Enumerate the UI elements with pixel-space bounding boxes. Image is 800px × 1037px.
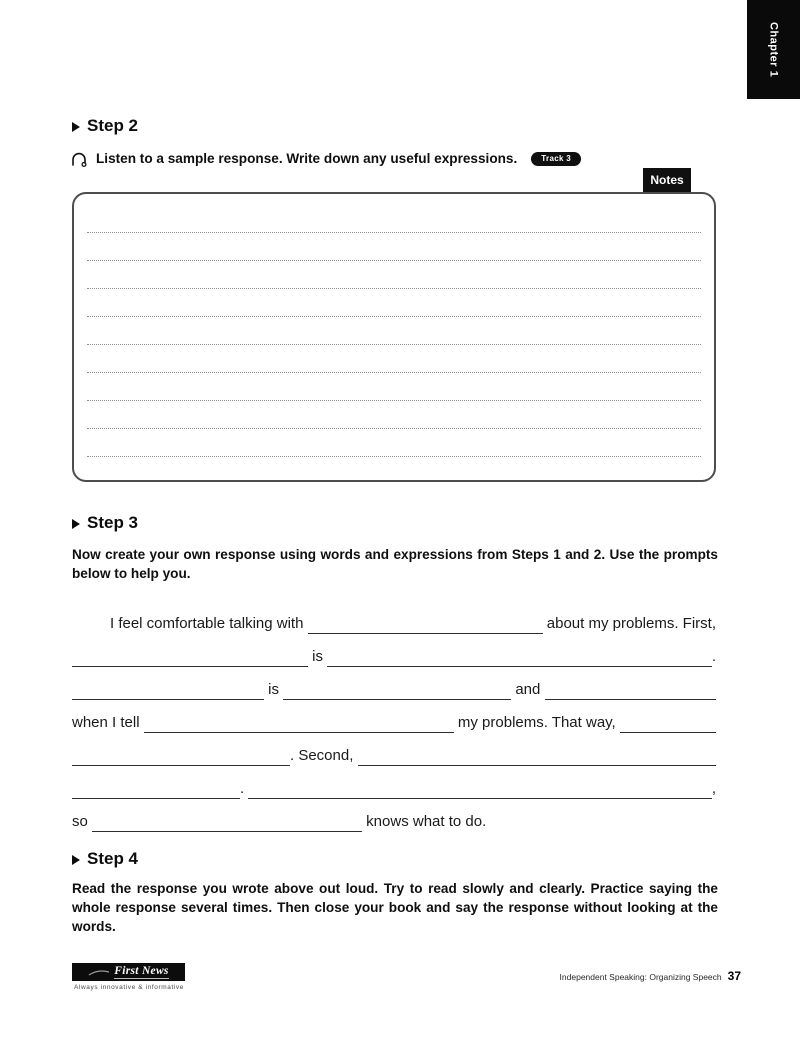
prompt-text: when I tell bbox=[72, 714, 144, 731]
fill-in-blank[interactable] bbox=[327, 648, 712, 667]
notes-rules bbox=[87, 204, 701, 457]
fill-in-blank[interactable] bbox=[72, 681, 264, 700]
notes-writing-area[interactable] bbox=[72, 192, 716, 482]
prompt-row bbox=[72, 733, 716, 766]
prompt-text: is bbox=[264, 681, 284, 698]
triangle-marker-icon bbox=[72, 122, 80, 132]
fill-in-blank[interactable] bbox=[144, 714, 454, 733]
fill-in-blank[interactable] bbox=[72, 648, 308, 667]
fill-in-blank[interactable] bbox=[545, 681, 716, 700]
step2-instruction-text: Listen to a sample response. Write down any useful expressions. bbox=[96, 151, 518, 166]
headphones-icon bbox=[70, 151, 88, 168]
prompt-text: my problems. That way, bbox=[453, 714, 620, 731]
step2-heading-text: Step 2 bbox=[87, 116, 139, 135]
page-footer bbox=[560, 969, 741, 983]
fill-in-blank[interactable] bbox=[358, 747, 716, 766]
prompt-row bbox=[72, 634, 716, 667]
notes-rule-line bbox=[87, 233, 701, 261]
logo-swoosh-icon bbox=[88, 968, 110, 977]
step2-heading bbox=[72, 116, 138, 136]
track-badge: Track 3 bbox=[531, 152, 581, 166]
prompt-lines bbox=[72, 601, 716, 832]
notes-rule-line bbox=[87, 261, 701, 289]
notes-rule-line bbox=[87, 373, 701, 401]
notes-label-text: Notes bbox=[650, 173, 684, 187]
logo-tagline: Always innovative & informative bbox=[74, 984, 184, 991]
notes-rule-line bbox=[87, 289, 701, 317]
step3-heading-text: Step 3 bbox=[87, 513, 139, 532]
notes-label bbox=[643, 168, 691, 192]
footer-page-number: 37 bbox=[727, 969, 741, 983]
fill-in-blank[interactable] bbox=[283, 681, 511, 700]
prompt-text: I feel comfortable talking with bbox=[110, 615, 308, 632]
prompt-text: so bbox=[72, 813, 93, 830]
step4-heading-text: Step 4 bbox=[87, 849, 139, 868]
prompt-text: is bbox=[308, 648, 328, 665]
notes-rule-line bbox=[87, 317, 701, 345]
prompt-row bbox=[72, 799, 716, 832]
footer-section-title: Independent Speaking: Organizing Speech bbox=[559, 972, 722, 982]
step4-heading bbox=[72, 849, 138, 869]
notes-rule-line bbox=[87, 401, 701, 429]
prompt-text: about my problems. First, bbox=[542, 615, 716, 632]
step4-instruction-paragraph: Read the response you wrote above out loud. Try to read slowly and clearly. Practice saying the whole response several times. Then close your book and say the response without looking at the words. bbox=[72, 881, 718, 934]
prompt-text: knows what to do. bbox=[362, 813, 487, 830]
logo-text: First News bbox=[114, 965, 169, 977]
prompt-text: . bbox=[711, 648, 716, 665]
triangle-marker-icon bbox=[72, 519, 80, 529]
chapter-tab-label: Chapter 1 bbox=[767, 21, 780, 78]
prompt-text: . bbox=[240, 780, 249, 797]
prompt-row bbox=[72, 601, 716, 634]
triangle-marker-icon bbox=[72, 855, 80, 865]
fill-in-blank[interactable] bbox=[92, 813, 362, 832]
step2-instruction-row bbox=[70, 149, 730, 168]
notes-rule-line bbox=[87, 205, 701, 233]
step3-instruction-paragraph: Now create your own response using words and expressions from Steps 1 and 2. Use the prompts below to help you. bbox=[72, 547, 718, 581]
notes-rule-line bbox=[87, 345, 701, 373]
chapter-tab bbox=[747, 0, 800, 99]
prompt-row bbox=[72, 700, 716, 733]
fill-in-blank[interactable] bbox=[620, 714, 716, 733]
prompt-row bbox=[72, 766, 716, 799]
prompt-text: . Second, bbox=[290, 747, 358, 764]
notes-rule-line bbox=[87, 429, 701, 457]
step3-heading bbox=[72, 513, 138, 533]
fill-in-blank[interactable] bbox=[308, 615, 543, 634]
fill-in-blank[interactable] bbox=[72, 747, 290, 766]
fill-in-blank[interactable] bbox=[72, 780, 240, 799]
prompt-row bbox=[72, 667, 716, 700]
fill-in-blank[interactable] bbox=[248, 780, 711, 799]
prompt-text: and bbox=[511, 681, 545, 698]
first-news-logo bbox=[72, 963, 185, 981]
prompt-text: , bbox=[711, 780, 716, 797]
